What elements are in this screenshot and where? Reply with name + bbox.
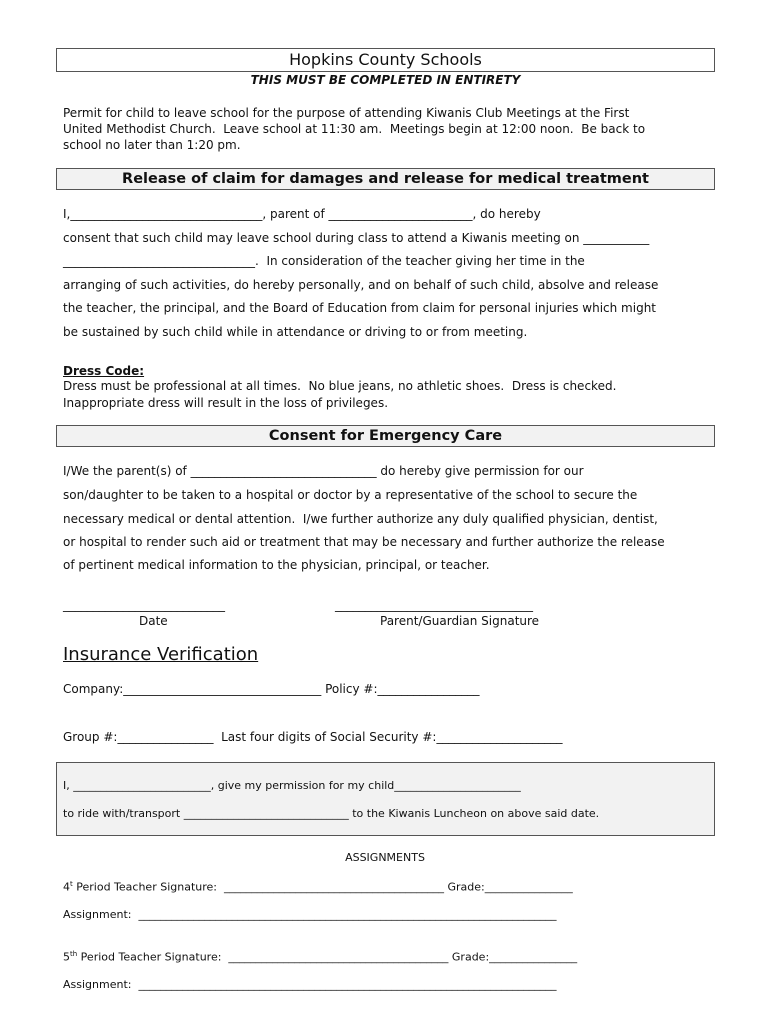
release-line[interactable]: I,________________________________, parent of ________________________, do hereby: [63, 207, 541, 221]
emergency-line: son/daughter to be taken to a hospital or doctor by a representative of the school to secure the: [63, 488, 638, 502]
period-4-number: 4: [63, 880, 70, 894]
transport-permission-line[interactable]: I, _________________________, give my permission for my child_______________________: [63, 779, 521, 792]
period-4-assignment-line[interactable]: Assignment: ____________________________________________________________________________: [63, 908, 557, 921]
period-4-signature-line[interactable]: [63, 880, 573, 894]
guardian-signature-label: Parent/Guardian Signature: [380, 614, 540, 628]
emergency-heading: [56, 425, 715, 447]
period-5-text: Period Teacher Signature: ________________________________________ Grade:________________: [77, 950, 578, 964]
release-heading: [56, 168, 715, 190]
emergency-heading-text: Consent for Emergency Care: [268, 428, 503, 444]
release-heading-text: Release of claim for damages and release for medical treatment: [122, 171, 649, 187]
period-5-number: 5: [63, 950, 70, 964]
emergency-line: of pertinent medical information to the physician, principal, or teacher.: [63, 558, 490, 572]
dress-code-heading: Dress Code:: [63, 364, 145, 378]
page-subtitle: THIS MUST BE COMPLETED IN ENTIRETY: [250, 73, 521, 87]
guardian-signature-field[interactable]: _________________________________: [335, 598, 533, 612]
permit-line: Permit for child to leave school for the purpose of attending Kiwanis Club Meetings at the First: [63, 106, 630, 120]
page-title: Hopkins County Schools: [289, 50, 482, 69]
insurance-group-line[interactable]: Group #:________________ Last four digits of Social Security #:_____________________: [63, 730, 563, 744]
insurance-company-line[interactable]: Company:_________________________________ Policy #:_________________: [63, 682, 480, 696]
permit-line: school no later than 1:20 pm.: [63, 138, 241, 152]
date-label: Date: [139, 614, 168, 628]
date-field[interactable]: ___________________________: [63, 598, 225, 612]
insurance-heading: Insurance Verification: [63, 644, 259, 665]
period-5-assignment-line[interactable]: Assignment: ____________________________________________________________________________: [63, 978, 557, 991]
release-line[interactable]: consent that such child may leave school during class to attend a Kiwanis meeting on ___________: [63, 231, 650, 245]
release-line: arranging of such activities, do hereby personally, and on behalf of such child, absolve and release: [63, 278, 659, 292]
period-4-text: Period Teacher Signature: ________________________________________ Grade:________________: [72, 880, 573, 894]
period-4-suffix: t: [70, 880, 73, 888]
transport-ride-line[interactable]: to ride with/transport ______________________________ to the Kiwanis Luncheon on above said date.: [63, 807, 600, 820]
permit-line: United Methodist Church. Leave school at 11:30 am. Meetings begin at 12:00 noon. Be back to: [63, 122, 646, 136]
period-5-signature-line[interactable]: [63, 950, 577, 964]
release-line: be sustained by such child while in attendance or driving to or from meeting.: [63, 325, 528, 339]
title-box: [56, 48, 715, 72]
dress-code-line: Dress must be professional at all times. No blue jeans, no athletic shoes. Dress is checked.: [63, 379, 617, 393]
period-5-suffix: th: [70, 950, 78, 958]
transport-box: [56, 762, 715, 836]
emergency-line: necessary medical or dental attention. I/we further authorize any duly qualified physician, dentist,: [63, 512, 658, 526]
assignments-heading: ASSIGNMENTS: [345, 851, 425, 864]
dress-code-line: Inappropriate dress will result in the loss of privileges.: [63, 396, 389, 410]
release-line: the teacher, the principal, and the Board of Education from claim for personal injuries which might: [63, 301, 657, 315]
emergency-line: or hospital to render such aid or treatment that may be necessary and further authorize the release: [63, 535, 665, 549]
emergency-line[interactable]: I/We the parent(s) of _______________________________ do hereby give permission for our: [63, 464, 584, 478]
release-line[interactable]: ________________________________. In consideration of the teacher giving her time in the: [63, 254, 585, 268]
